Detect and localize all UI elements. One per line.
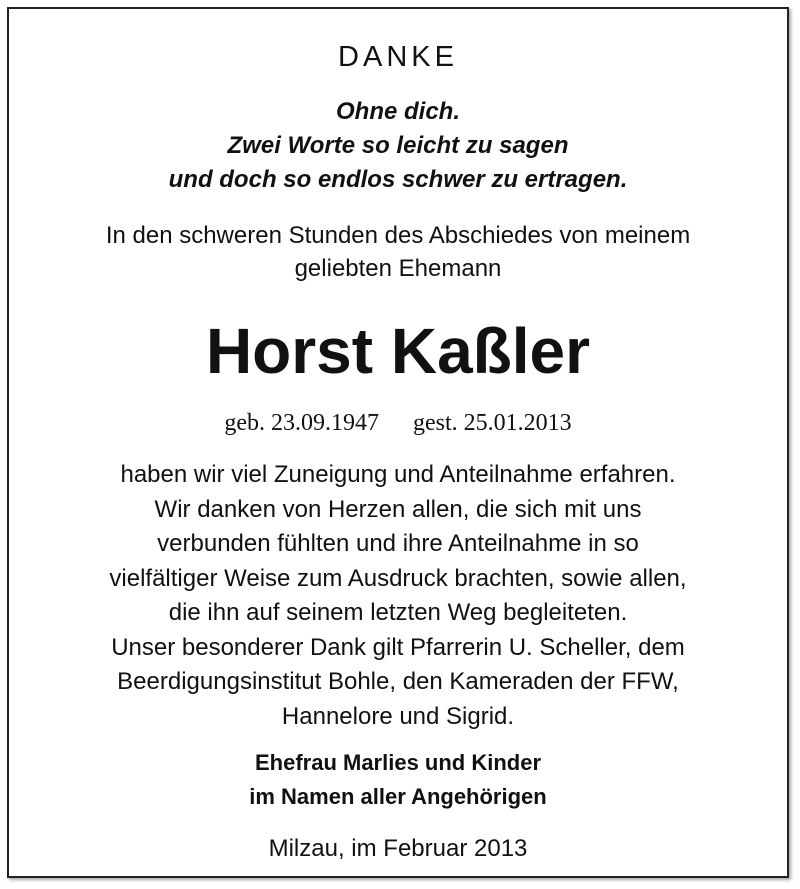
deceased-name: Horst Kaßler	[205, 315, 591, 387]
poem	[9, 95, 787, 197]
body-line: vielfältiger Weise zum Ausdruck brachten, sowie allen,	[109, 564, 687, 592]
intro-text	[9, 219, 787, 285]
thanks-body	[9, 458, 787, 734]
birth-date: geb. 23.09.1947	[224, 410, 379, 436]
intro-line: geliebten Ehemann	[294, 255, 502, 282]
signature-line: im Namen aller Angehörigen	[249, 784, 547, 809]
body-line: die ihn auf seinem letzten Weg begleiteten.	[168, 599, 628, 626]
body-line: verbunden fühlten und ihre Anteilnahme in so	[157, 530, 639, 557]
death-date: gest. 25.01.2013	[412, 410, 572, 436]
poem-line: und doch so endlos schwer zu ertragen.	[168, 166, 628, 193]
poem-line: Zwei Worte so leicht zu sagen	[227, 132, 569, 159]
place-date: Milzau, im Februar 2013	[268, 835, 528, 862]
obituary-card	[7, 7, 789, 878]
signature	[9, 746, 787, 814]
body-line: Hannelore und Sigrid.	[281, 702, 515, 730]
body-line: Wir danken von Herzen allen, die sich mit uns	[154, 495, 642, 523]
body-line: Beerdigungsinstitut Bohle, den Kameraden der FFW,	[117, 668, 679, 695]
life-dates	[9, 407, 787, 439]
poem-line: Ohne dich.	[335, 98, 460, 125]
body-line: Unser besonderer Dank gilt Pfarrerin U. Scheller, dem	[111, 633, 685, 661]
heading: DANKE	[338, 41, 458, 73]
signature-line: Ehefrau Marlies und Kinder	[254, 750, 542, 775]
intro-line: In den schweren Stunden des Abschiedes von meinem	[105, 222, 691, 249]
body-line: haben wir viel Zuneigung und Anteilnahme erfahren.	[120, 461, 676, 488]
